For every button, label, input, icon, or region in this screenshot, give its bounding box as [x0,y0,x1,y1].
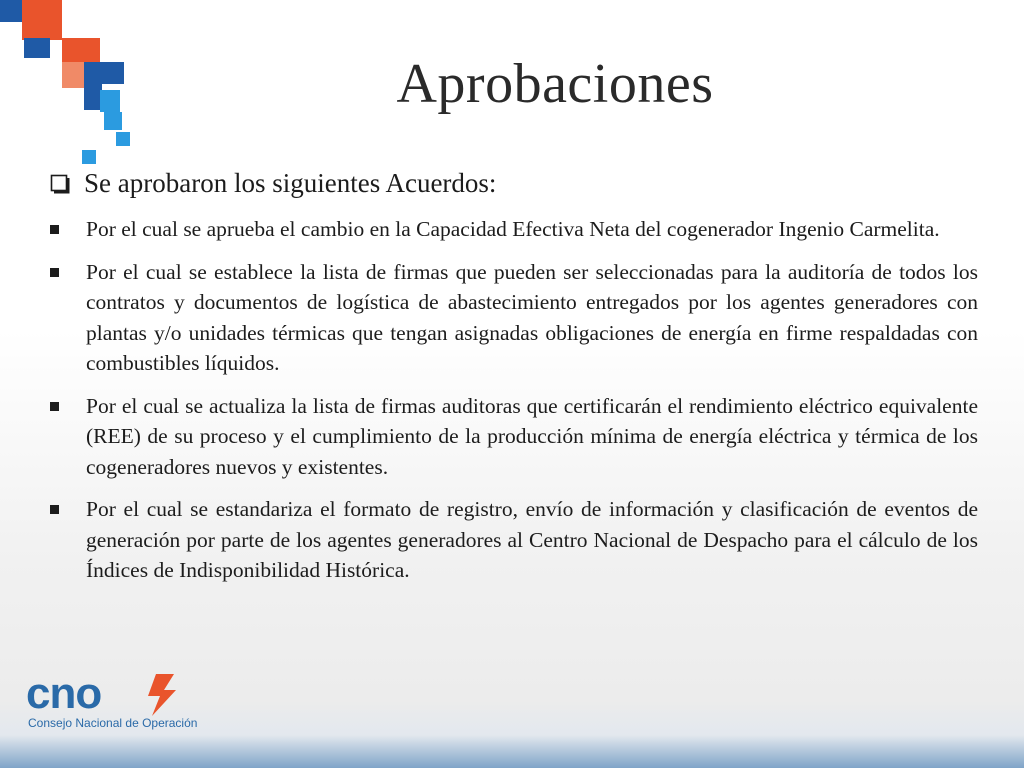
list-item [46,391,978,483]
square-bullet-icon [50,225,59,234]
list-item [46,494,978,586]
list-item-text: Por el cual se establece la lista de firmas que pueden ser seleccionadas para la auditoría de todos los contratos y documentos de logística de abastecimiento entregados por los agentes generadores con plantas y/o unidades térmicas que tengan asignadas obligaciones de energía en firme respaldadas con combustibles líquidos. [86,259,978,375]
list-item-text: Por el cual se estandariza el formato de registro, envío de información y clasificación de eventos de generación por parte de los agentes generadores al Centro Nacional de Despacho para el cálculo de los Índices de Indisponibilidad Histórica. [86,497,978,582]
agreement-list [46,214,978,598]
list-item [46,257,978,379]
list-item-text: Por el cual se aprueba el cambio en la Capacidad Efectiva Neta del cogenerador Ingenio Carmelita. [86,217,940,241]
square-bullet-icon [50,505,59,514]
section-heading [50,168,496,199]
list-item-text: Por el cual se actualiza la lista de firmas auditoras que certificarán el rendimiento eléctrico equivalente (REE) de su proceso y el cumplimiento de la producción mínima de energía eléctrica y térmica de los cogeneradores nuevos y existentes. [86,393,978,479]
logo-subtitle: Consejo Nacional de Operación [28,716,198,730]
section-heading-text: Se aprobaron los siguientes Acuerdos: [84,168,497,198]
slide-title: Aprobaciones [396,53,714,115]
svg-text:cno: cno [26,669,102,718]
square-bullet-icon [50,402,59,411]
square-bullet-icon [50,268,59,277]
list-item [46,214,978,245]
checkbox-bullet-icon [50,174,70,194]
